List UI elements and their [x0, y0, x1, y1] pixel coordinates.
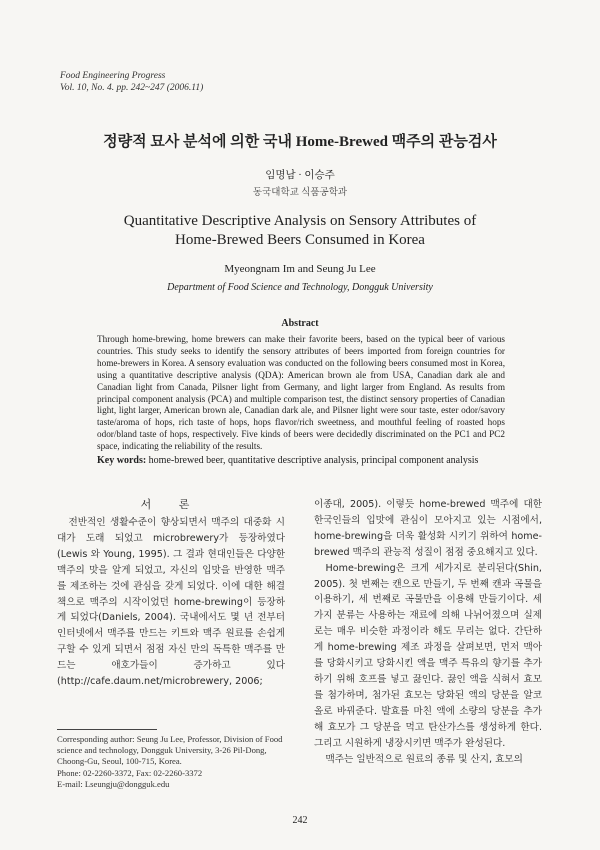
korean-title: 정량적 묘사 분석에 의한 국내 Home-Brewed 맥주의 관능검사	[103, 134, 497, 150]
right-column	[314, 497, 542, 767]
korean-authors: 임명남 · 이승주	[265, 170, 335, 181]
keywords-text: home-brewed beer, quantitative descriptive analysis, principal component analysis	[148, 455, 479, 466]
journal-citation	[60, 70, 203, 94]
journal-volume: Vol. 10, No. 4. pp. 242~247 (2006.11)	[60, 83, 204, 93]
english-title-line-2: Home-Brewed Beers Consumed in Korea	[175, 232, 425, 248]
english-affiliation: Department of Food Science and Technology, Dongguk University	[167, 282, 433, 293]
keywords	[97, 455, 557, 466]
left-column	[57, 515, 285, 690]
page-number: 242	[292, 815, 308, 826]
keywords-label: Key words:	[97, 455, 147, 466]
abstract-body: Through home-brewing, home brewers can make their favorite beers, based on the typical beer of various countries. This study seeks to identify the sensory attributes of beers imported from foreign countries for home-brewers in Korea. A sensory evaluation was conducted on the following beers consumed most in Korea, using a quantitative descriptive analysis (QDA): American brown ale from USA, Canadian dark ale and Canadian light from Canada, Pilsner light from Germany, and light larger from England. As results from principal component analysis (PCA) and multiple comparison test, the distinct sensory properties of Canadian light, light larger, American brown ale, Canadian dark ale, and Pilsner light were sour taste, ester odor/savory taste/aroma of hops, rich taste of hops, hops flavor/rich sweetness, and mouthful feeling of roasted hops odor/bland taste of hops, respectively. Five kinds of beers were decidedly discriminated on the PC1 and PC2 space, indicating the reliability of the results.	[97, 334, 505, 452]
journal-name: Food Engineering Progress	[60, 71, 166, 81]
english-authors: Myeongnam Im and Seung Ju Lee	[224, 263, 376, 275]
korean-affiliation: 동국대학교 식품공학과	[252, 188, 348, 198]
section-heading-introduction: 서 론	[140, 498, 202, 511]
intro-paragraph-1: 전반적인 생활수준이 향상되면서 맥주의 대중화 시대가 도래 되었고 microbrewery가 등장하였다 (Lewis 와 Young, 1995). 그 결과 현대인들은 다양한 맥주의 맛을 알게 되었고, 자신의 입맛을 반영한 맥주를 제조하는 것에 관심을 갖게 되었다. 이에 대한 해결책으로 맥주의 시작이었던 home-brewing이 등장하게 되었다(Daniels, 2004). 국내에서도 몇 년 전부터 인터넷에서 맥주를 만드는 키트와 맥주 원료를 손쉽게 구할 수 있게 되면서 점점 자신 만의 독특한 맥주를 만드는 애호가들이 증가하고 있다(http://cafe.daum.net/microbrewery, 2006;	[57, 517, 285, 688]
abstract-heading: Abstract	[281, 318, 319, 329]
footnote-phone: Phone: 02-2260-3372, Fax: 02-2260-3372	[57, 767, 203, 778]
footnote-address: Corresponding author: Seung Ju Lee, Professor, Division of Food science and technology, Dongguk University, 3-26 Pil-Dong, Choong-Gu, Seoul, 100-715, Korea.	[57, 734, 283, 767]
english-title-line-1: Quantitative Descriptive Analysis on Sensory Attributes of	[123, 213, 477, 229]
corresponding-author-footnote	[57, 734, 289, 790]
footnote-divider	[57, 729, 157, 730]
footnote-email: E-mail: Lseungju@dongguk.edu	[57, 778, 170, 789]
english-title	[0, 212, 600, 250]
intro-paragraph-2: Home-brewing은 크게 세가지로 분리된다(Shin, 2005). 첫 번째는 캔으로 만들기, 두 번째 캔과 곡물을 이용하기, 세 번째로 곡물만을 이용해 만들기이다. 세가지 분류는 사용하는 재료에 의해 나뉘어졌으며 실제로는 매우 비슷한 과정이라 해도 무리는 없다. 간단하게 home-brewing 제조 과정을 살펴보면, 먼저 맥아를 당화시키고 당화시킨 액을 맥주 특유의 향기를 추가하기 위해 호프를 넣고 끓인다. 끓인 액을 식혀서 효모를 첨가하며, 첨가된 효모는 당화된 액의 당분을 알코올로 바꿔준다. 발효를 마친 액에 소량의 당분을 추가해 효모가 그 당분을 먹고 탄산가스를 생성하게 한다. 그리고 시원하게 냉장시키면 맥주가 완성된다.	[314, 562, 542, 749]
intro-paragraph-1-continued: 이종대, 2005). 이렇듯 home-brewed 맥주에 대한 한국인들의 입맛에 관심이 모아지고 있는 시점에서, home-brewing을 더욱 활성화 시키기 위하여 home-brewed 맥주의 관능적 성질이 점점 중요해지고 있다.	[314, 499, 542, 558]
intro-paragraph-3: 맥주는 일반적으로 원료의 종류 및 산지, 효모의	[325, 753, 523, 765]
